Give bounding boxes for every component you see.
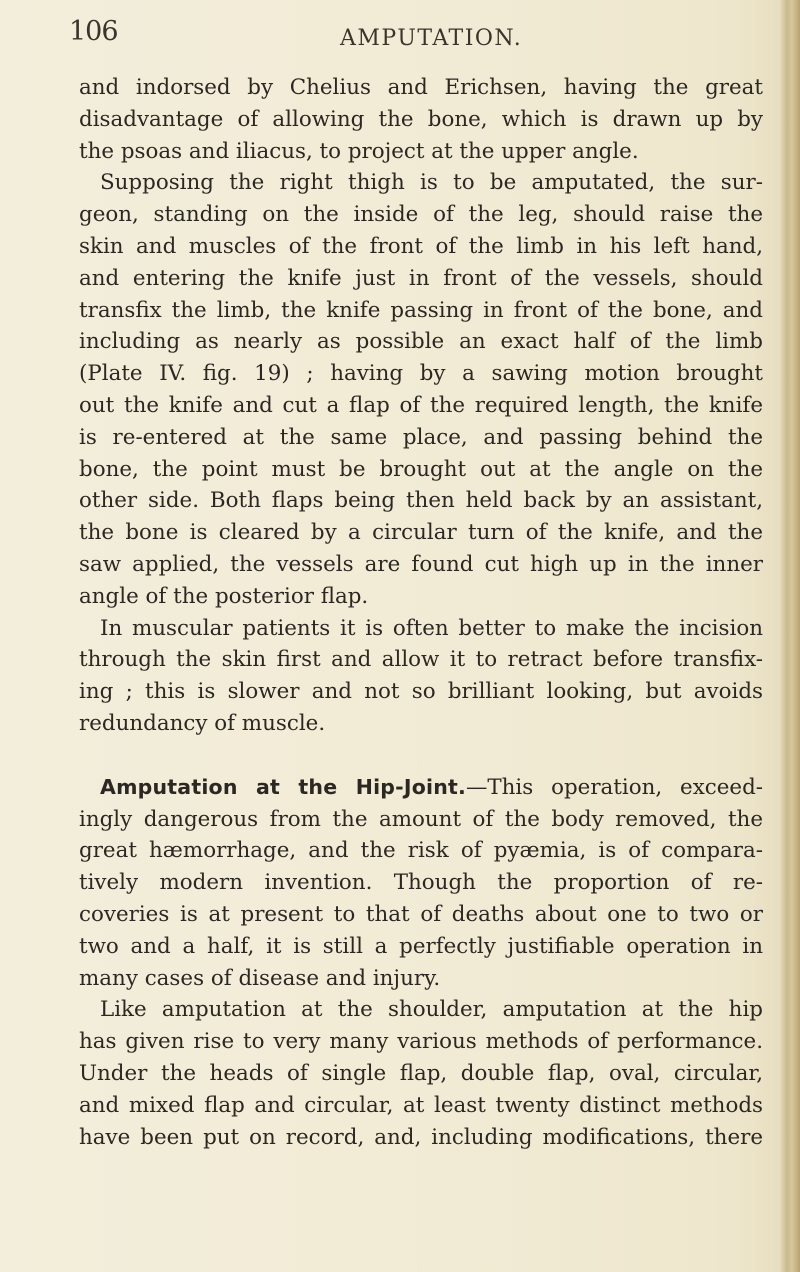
text-line: angle of the posterior flap. [79,583,369,609]
text-line: disadvantage of allowing the bone, which is drawn up by [79,106,763,132]
text-line: and entering the knife just in front of the vessels, should [79,265,763,291]
text-line: bone, the point must be brought out at the angle on the [79,456,763,482]
text-line: and indorsed by Chelius and Erichsen, having the great [79,75,763,100]
text-line: is re-entered at the same place, and passing behind the [79,424,763,450]
text-line: transfix the limb, the knife passing in front of the bone, and [79,297,763,323]
text-line: the psoas and iliacus, to project at the upper angle. [79,138,639,164]
paragraph-continuation [79,72,763,167]
text-line: two and a half, it is still a perfectly justifiable operation in [79,933,763,959]
text-line: out the knife and cut a flap of the required length, the knife [79,392,763,418]
text-line: other side. Both flaps being then held back by an assistant, [79,488,763,514]
paragraph-muscular-patients [79,613,763,740]
paragraph-thigh-amputation [79,167,763,612]
text-line: including as nearly as possible an exact half of the limb [79,329,763,355]
text-line: Under the heads of single flap, double flap, oval, circular, [79,1060,763,1086]
text-line: skin and muscles of the front of the limb in his left hand, [79,233,763,259]
text-line: and mixed flap and circular, at least twenty distinct methods [79,1092,763,1118]
text-line: saw applied, the vessels are found cut high up in the inner [79,551,763,577]
paragraph-hip-methods [79,994,763,1153]
text-line: have been put on record, and, including modifications, there [79,1124,763,1150]
text-line: redundancy of muscle. [79,710,326,736]
text-line: coveries is at present to that of deaths about one to two or [79,901,763,927]
body-text [79,72,763,1153]
section-spacer [79,740,763,772]
text-line: In muscular patients it is often better to make the incision [100,615,763,641]
text-line: the bone is cleared by a circular turn of the knife, and the [79,520,763,546]
text-line: many cases of disease and injury. [79,965,441,991]
text-line: ingly dangerous from the amount of the body removed, the [79,806,763,832]
text-line: through the skin first and allow it to retract before transfix- [79,647,763,673]
text-line: ing ; this is slower and not so brilliant looking, but avoids [79,679,763,705]
page-edge [780,0,800,1272]
text-line-rest: —This operation, exceed- [466,774,763,800]
running-title: AMPUTATION. [340,26,523,51]
text-line: Supposing the right thigh is to be amputated, the sur- [100,170,763,196]
page-number: 106 [69,16,118,47]
text-line: great hæmorrhage, and the risk of pyæmia, is of compara- [79,838,763,864]
text-line: Like amputation at the shoulder, amputation at the hip [100,997,763,1023]
text-line: geon, standing on the inside of the leg, should raise the [79,202,763,228]
section-heading: Amputation at the Hip-Joint. [100,774,466,799]
text-line: tively modern invention. Though the proportion of re- [79,870,763,896]
text-line: has given rise to very many various methods of performance. [79,1029,763,1055]
text-line [79,772,763,804]
text-line: (Plate IV. fig. 19) ; having by a sawing motion brought [79,361,763,387]
paragraph-hip-joint [79,772,763,995]
